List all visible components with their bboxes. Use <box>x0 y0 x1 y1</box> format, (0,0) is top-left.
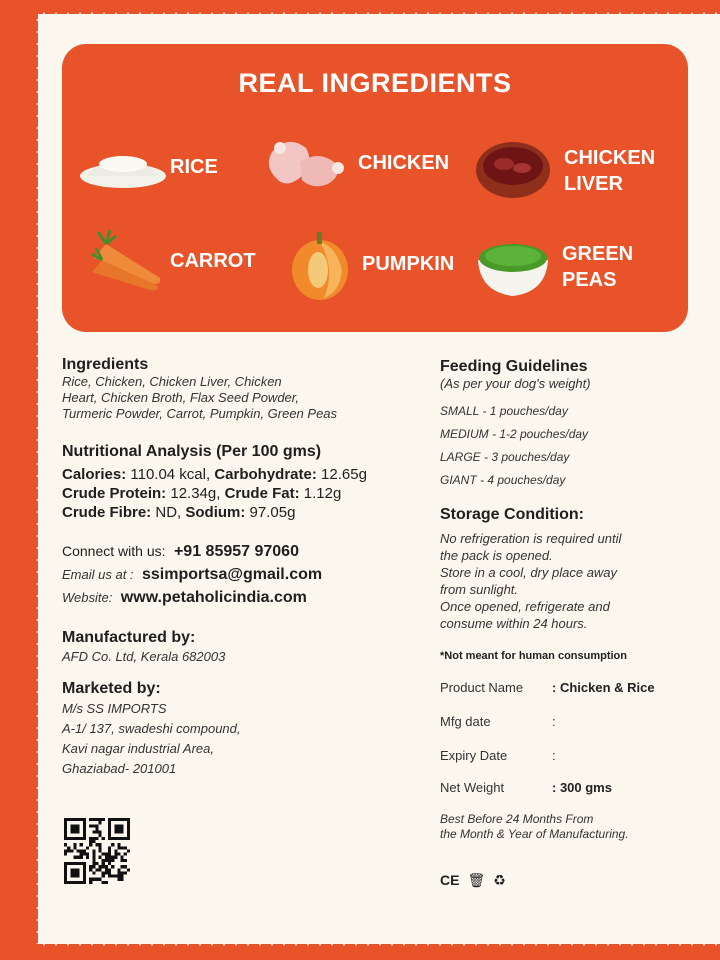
ingredient-label-line1: CHICKEN <box>564 147 656 169</box>
carrot-icon <box>88 228 168 294</box>
marketer-heading: Marketed by: <box>62 680 161 697</box>
feeding-subheading: (As per your dog's weight) <box>440 376 591 391</box>
green-peas-icon <box>476 236 550 298</box>
storage-line: Once opened, refrigerate and <box>440 599 610 614</box>
feeding-heading: Feeding Guidelines <box>440 358 588 375</box>
net-weight-row <box>440 772 700 802</box>
ingredient-carrot <box>88 228 256 294</box>
website-label: Website: <box>62 590 113 605</box>
storage-section <box>440 506 700 632</box>
calories-value: 110.04 kcal, <box>126 466 215 483</box>
mfg-date-value: : <box>552 713 556 729</box>
storage-line: from sunlight. <box>440 582 519 597</box>
feeding-giant: GIANT - 4 pouches/day <box>440 473 566 487</box>
mfg-date-label: Mfg date <box>440 713 491 729</box>
protein-value: 12.34g, <box>166 485 225 502</box>
email-label: Email us at : <box>62 567 134 582</box>
carbohydrate-label: Carbohydrate: <box>214 466 317 483</box>
ingredient-rice <box>78 144 218 190</box>
email-row <box>62 563 402 586</box>
fibre-label: Crude Fibre: <box>62 504 152 521</box>
marketer-line: Kavi nagar industrial Area, <box>62 741 214 756</box>
product-details <box>440 670 700 802</box>
pumpkin-icon <box>290 226 354 302</box>
product-name-value: : Chicken & Rice <box>552 679 655 695</box>
ingredients-heading: Ingredients <box>62 356 149 373</box>
bin-icon: 🗑 <box>467 872 486 888</box>
certification-symbols <box>440 872 506 889</box>
calories-label: Calories: <box>62 466 127 483</box>
ingredient-label-line2: LIVER <box>564 173 623 195</box>
feeding-medium: MEDIUM - 1-2 pouches/day <box>440 427 589 441</box>
rice-icon <box>78 144 168 190</box>
carbohydrate-value: 12.65g <box>316 466 367 483</box>
ingredient-green-peas <box>476 236 633 298</box>
website-url[interactable]: www.petaholicindia.com <box>120 589 307 606</box>
feeding-small: SMALL - 1 pouches/day <box>440 404 568 418</box>
ingredient-label: CHICKEN <box>358 152 450 174</box>
ingredient-label: CARROT <box>170 250 256 272</box>
ingredient-label: PUMPKIN <box>362 253 455 275</box>
marketer-line: M/s SS IMPORTS <box>62 701 167 716</box>
best-before-line: the Month & Year of Manufacturing. <box>440 827 629 841</box>
ingredient-label-line2: PEAS <box>562 269 617 291</box>
storage-line: the pack is opened. <box>440 548 553 563</box>
zigzag-left-edge <box>30 14 46 944</box>
expiry-date-row <box>440 738 700 772</box>
phone-row <box>62 540 402 563</box>
product-name-label: Product Name <box>440 679 524 695</box>
manufacturer-section <box>62 629 402 665</box>
feeding-large: LARGE - 3 pouches/day <box>440 450 570 464</box>
ingredient-label: RICE <box>170 156 218 178</box>
chicken-liver-icon <box>474 140 552 202</box>
connect-label: Connect with us: <box>62 543 166 559</box>
fat-label: Crude Fat: <box>224 485 300 502</box>
expiry-date-label: Expiry Date <box>440 747 508 763</box>
nutrition-row <box>62 503 402 522</box>
recycle-icon: ♻ <box>493 872 506 888</box>
fat-value: 1.12g <box>299 485 342 502</box>
feeding-section <box>440 358 700 492</box>
storage-line: Store in a cool, dry place away <box>440 565 618 580</box>
zigzag-top-edge <box>38 8 720 22</box>
nutrition-heading: Nutritional Analysis (Per 100 gms) <box>62 443 322 460</box>
ingredients-line: Turmeric Powder, Carrot, Pumpkin, Green Peas <box>62 406 338 421</box>
ingredient-label-group <box>564 145 655 197</box>
phone-number[interactable]: +91 85957 97060 <box>173 543 299 560</box>
nutrition-row <box>62 465 402 484</box>
banner-title: REAL INGREDIENTS <box>238 68 512 98</box>
ingredient-pumpkin <box>290 226 454 302</box>
sodium-value: 97.05g <box>245 504 296 521</box>
nutrition-row <box>62 484 402 503</box>
expiry-date-value: : <box>552 747 556 763</box>
sodium-label: Sodium: <box>185 504 246 521</box>
ingredient-chicken <box>262 132 449 194</box>
zigzag-bottom-edge <box>38 936 720 950</box>
net-weight-value: : 300 gms <box>552 779 612 795</box>
website-row <box>62 586 402 609</box>
net-weight-label: Net Weight <box>440 779 505 795</box>
ingredient-label-group <box>562 241 633 293</box>
manufacturer-heading: Manufactured by: <box>62 629 196 646</box>
real-ingredients-banner <box>62 44 688 332</box>
best-before-section <box>440 812 700 842</box>
ingredient-label-line1: GREEN <box>562 243 634 265</box>
mfg-date-row <box>440 704 700 738</box>
qr-code-icon[interactable] <box>64 818 130 884</box>
ingredients-section <box>62 356 402 422</box>
chicken-icon <box>262 132 354 194</box>
marketer-section <box>62 679 402 779</box>
ce-mark-icon: CE <box>440 872 460 888</box>
storage-line: consume within 24 hours. <box>440 616 588 631</box>
fibre-value: ND, <box>151 504 186 521</box>
ingredients-line: Heart, Chicken Broth, Flax Seed Powder, <box>62 390 300 405</box>
right-column <box>440 356 700 842</box>
manufacturer-name: AFD Co. Ltd, Kerala 682003 <box>62 649 226 664</box>
storage-heading: Storage Condition: <box>440 506 584 523</box>
human-consumption-notice: *Not meant for human consumption <box>440 650 627 662</box>
left-column <box>62 356 402 779</box>
ingredients-line: Rice, Chicken, Chicken Liver, Chicken <box>62 374 282 389</box>
product-name-row <box>440 670 700 704</box>
storage-line: No refrigeration is required until <box>440 531 622 546</box>
marketer-line: Ghaziabad- 201001 <box>62 761 177 776</box>
protein-label: Crude Protein: <box>62 485 167 502</box>
email-address[interactable]: ssimportsa@gmail.com <box>141 566 323 583</box>
best-before-line: Best Before 24 Months From <box>440 812 594 826</box>
nutrition-section <box>62 442 402 522</box>
marketer-line: A-1/ 137, swadeshi compound, <box>62 721 241 736</box>
contact-section <box>62 540 402 609</box>
ingredient-chicken-liver <box>474 140 655 202</box>
